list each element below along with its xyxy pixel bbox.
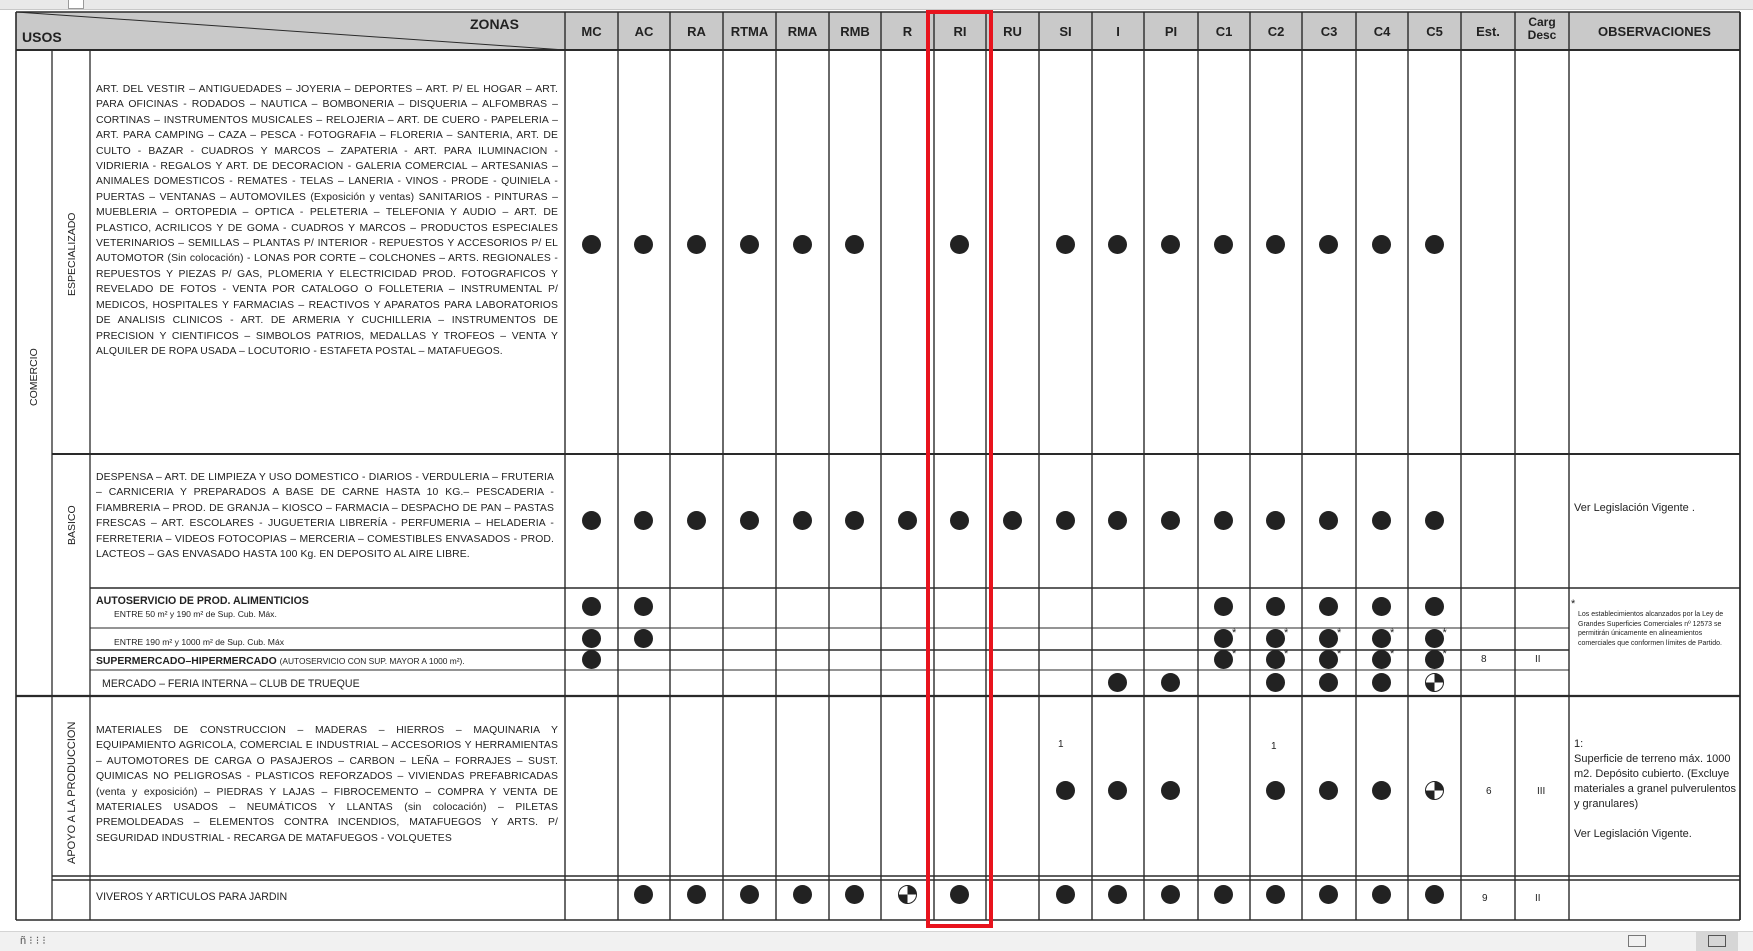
mark-basico-ac bbox=[634, 511, 653, 530]
mark-basico-mc bbox=[582, 511, 601, 530]
column-header-ri: RI bbox=[953, 24, 967, 39]
group-basico: BASICO bbox=[66, 505, 78, 545]
mark-especializado-pi bbox=[1161, 235, 1180, 254]
mark-viveros-ra bbox=[687, 885, 706, 904]
mark-autoservicio1-c3 bbox=[1319, 597, 1338, 616]
mark-mercado-pi bbox=[1161, 673, 1180, 692]
basico-observation: Ver Legislación Vigente . bbox=[1574, 502, 1695, 514]
mark-super-c4 bbox=[1372, 650, 1391, 669]
mark-super-mc bbox=[582, 650, 601, 669]
mark-viveros-c4 bbox=[1372, 885, 1391, 904]
mark-apoyo-si bbox=[1056, 781, 1075, 800]
column-header-rma: RMA bbox=[787, 24, 818, 39]
mark-viveros-rmb bbox=[845, 885, 864, 904]
mark-mercado-i bbox=[1108, 673, 1127, 692]
mark-basico-rtma bbox=[740, 511, 759, 530]
mark-especializado-c4 bbox=[1372, 235, 1391, 254]
column-header-i: I bbox=[1116, 24, 1120, 39]
mark-especializado-ac bbox=[634, 235, 653, 254]
mark-viveros-rma bbox=[793, 885, 812, 904]
mark-basico-i bbox=[1108, 511, 1127, 530]
apoyo-note-c2: 1 bbox=[1271, 741, 1277, 752]
mark-mercado-c3 bbox=[1319, 673, 1338, 692]
mark-viveros-r bbox=[898, 885, 917, 904]
mark-especializado-c1 bbox=[1214, 235, 1233, 254]
mark-viveros-c1 bbox=[1214, 885, 1233, 904]
mark-autoservicio1-c5 bbox=[1425, 597, 1444, 616]
mark-apoyo-c5 bbox=[1425, 781, 1444, 800]
mark-basico-c3 bbox=[1319, 511, 1338, 530]
apoyo-est: 6 bbox=[1486, 786, 1492, 797]
mark-viveros-si bbox=[1056, 885, 1075, 904]
mark-viveros-rtma bbox=[740, 885, 759, 904]
mark-apoyo-c4 bbox=[1372, 781, 1391, 800]
column-header-r: R bbox=[902, 24, 913, 39]
mark-especializado-c2 bbox=[1266, 235, 1285, 254]
star-c1: * bbox=[1232, 648, 1237, 660]
star-c5: * bbox=[1442, 648, 1447, 660]
column-header-carg-desc: Carg Desc bbox=[1527, 15, 1557, 42]
column-header-c1: C1 bbox=[1215, 24, 1233, 39]
apoyo-note-si: 1 bbox=[1058, 739, 1064, 750]
mark-basico-pi bbox=[1161, 511, 1180, 530]
mark-basico-c4 bbox=[1372, 511, 1391, 530]
mark-autoservicio2-c1 bbox=[1214, 629, 1233, 648]
grandes-superficies-observation: Los establecimientos alcanzados por la Ley de Grandes Superficies Comerciales nº 12573 se permitirán únicamente en alineamientos comerciales que conformen límites de Partido. bbox=[1578, 611, 1724, 647]
column-header-c3: C3 bbox=[1320, 24, 1338, 39]
viveros-text: VIVEROS Y ARTICULOS PARA JARDIN bbox=[96, 891, 288, 903]
supermercado-text bbox=[96, 656, 465, 667]
mark-autoservicio1-c4 bbox=[1372, 597, 1391, 616]
mark-especializado-rmb bbox=[845, 235, 864, 254]
mark-mercado-c2 bbox=[1266, 673, 1285, 692]
column-header-c4: C4 bbox=[1373, 24, 1391, 39]
mark-autoservicio2-ac bbox=[634, 629, 653, 648]
mark-especializado-rtma bbox=[740, 235, 759, 254]
star-c4: * bbox=[1390, 627, 1395, 639]
mark-basico-ra bbox=[687, 511, 706, 530]
star-c4: * bbox=[1390, 648, 1395, 660]
supermercado-note: (AUTOSERVICIO CON SUP. MAYOR A 1000 m²). bbox=[279, 656, 465, 666]
mark-autoservicio1-c2 bbox=[1266, 597, 1285, 616]
column-header-ac: AC bbox=[634, 24, 654, 39]
column-header-si: SI bbox=[1059, 24, 1072, 39]
column-header-ru: RU bbox=[1003, 24, 1022, 39]
mark-viveros-c3 bbox=[1319, 885, 1338, 904]
group-apoyo: APOYO A LA PRODUCCION bbox=[66, 721, 78, 864]
reading-view-icon[interactable] bbox=[1628, 935, 1646, 947]
mark-especializado-ra bbox=[687, 235, 706, 254]
mark-autoservicio1-ac bbox=[634, 597, 653, 616]
mark-autoservicio1-c1 bbox=[1214, 597, 1233, 616]
star-c5: * bbox=[1442, 627, 1447, 639]
mark-especializado-mc bbox=[582, 235, 601, 254]
mercado-text: MERCADO – FERIA INTERNA – CLUB DE TRUEQUE bbox=[102, 678, 360, 690]
column-header-c5: C5 bbox=[1426, 24, 1443, 39]
apoyo-obs-legislacion: Ver Legislación Vigente. bbox=[1574, 828, 1692, 840]
column-header-rmb: RMB bbox=[840, 24, 870, 39]
mark-apoyo-i bbox=[1108, 781, 1127, 800]
status-bar bbox=[0, 931, 1753, 951]
star-c1: * bbox=[1232, 627, 1237, 639]
mark-autoservicio2-mc bbox=[582, 629, 601, 648]
mark-super-c2 bbox=[1266, 650, 1285, 669]
mark-mercado-c5 bbox=[1425, 673, 1444, 692]
column-header-mc: MC bbox=[581, 24, 602, 39]
apoyo-obs-text: Superficie de terreno máx. 1000 m2. Depósito cubierto. (Excluye materiales a granel pulverulentos y granulares) bbox=[1574, 753, 1737, 810]
status-left-text: ñ ⁝ ⁝ ⁝ bbox=[20, 935, 46, 947]
group-especializado: ESPECIALIZADO bbox=[66, 212, 78, 296]
mark-especializado-si bbox=[1056, 235, 1075, 254]
star-c3: * bbox=[1337, 627, 1342, 639]
mark-especializado-rma bbox=[793, 235, 812, 254]
mark-apoyo-pi bbox=[1161, 781, 1180, 800]
mark-basico-ru bbox=[1003, 511, 1022, 530]
mark-especializado-c5 bbox=[1425, 235, 1444, 254]
apoyo-text: MATERIALES DE CONSTRUCCION – MADERAS – HIERROS – MAQUINARIA Y EQUIPAMIENTO AGRICOLA, COMERCIAL E INDUSTRIAL – ACCESORIOS Y HERRAMIENTAS – AUTOMOTORES DE CARGA O PASAJEROS – CARBON – LEÑA – FORRAJES – SUST. QUIMICAS NO PELIGROSAS - PLASTICOS REFORZADOS – VIVIENDAS PREFABRICADAS (venta y exposición) – PIEDRAS Y LAJAS – FIBROCEMENTO – COMPRA Y VENTA DE MATERIALES USADOS – NEUMÁTICOS Y LLANTAS (sin colocación) – PILETAS PREMOLDEADAS – ELEMENTOS CONTRA INCENDIOS, MATAFUEGOS Y ARTS. P/ SEGURIDAD INDUSTRIAL - RECARGA DE MATAFUEGOS - VOLQUETES bbox=[96, 725, 558, 844]
column-header-ra: RA bbox=[687, 24, 706, 39]
column-header-pi: PI bbox=[1164, 24, 1178, 39]
column-header-observaciones: OBSERVACIONES bbox=[1598, 24, 1711, 39]
mark-apoyo-c3 bbox=[1319, 781, 1338, 800]
mark-basico-r bbox=[898, 511, 917, 530]
mark-autoservicio1-mc bbox=[582, 597, 601, 616]
especializado-text: ART. DEL VESTIR – ANTIGUEDADES – JOYERIA – DEPORTES – ART. P/ EL HOGAR – ART. PARA OFICINAS - RODADOS – NAUTICA – BOMBONERIA – DISQUERIA – ALFOMBRAS – CORTINAS – INSTRUMENTOS MUSICALES – RELOJERIA – ART. DE CUERO - PAPELERIA – ART. PARA CAMPING – CAZA – PESCA - FOTOGRAFIA – FLORERIA – SANTERIA, ART. DE CULTO - BAZAR - CUADROS Y MARCOS – ZAPATERIA - ART. PARA ILUMINACION - VIDRIERIA - REGALOS Y ART. DE DECORACION - GALERIA COMERCIAL – ARTESANIAS – ANIMALES DOMESTICOS - REMATES - TELAS – LANERIA - VINOS - PRODE - QUINIELA - PUERTAS – VENTANAS – AUTOMOVILES (Exposición y ventas) SANITARIOS - PINTURAS – MUEBLERIA – ORTOPEDIA – OPTICA - PELETERIA – TELEFONIA Y AUDIO – ART. DE PLASTICO, ACRILICOS Y DE GOMA - CUADROS Y MARCOS – PRODUCTOS ESPECIALES VETERINARIOS – SEMILLAS – PLANTAS P/ INTERIOR - REPUESTOS Y ACCESORIOS P/ EL AUTOMOTOR (Sin colocación) - LONAS POR CORTE – COLCHONES – ARTS. REGIONALES - REPUESTOS Y PIEZAS P/ GAS, PLOMERIA Y ELECTRICIDAD PROD. FOTOGRAFICOS Y REVELADO DE FOTOS - VENTA POR CATALOGO O FOLLETERIA – INSTRUMENTAL P/ MEDICOS, HOSPITALES Y FARMACIAS – REACTIVOS Y APARATOS PARA LABORATORIOS DE ANALISIS CLINICOS - ART. DE ARMERIA Y CUCHILLERIA – INSTRUMENTOS DE PRECISION Y CIENTIFICOS – SIMBOLOS PATRIOS, MEDALLAS Y TROFEOS – VENTA Y ALQUILER DE ROPA USADA – LOCUTORIO - ESTAFETA POSTAL – MATAFUEGOS. bbox=[96, 84, 558, 357]
group-comercio: COMERCIO bbox=[28, 348, 40, 406]
mark-especializado-i bbox=[1108, 235, 1127, 254]
mark-viveros-pi bbox=[1161, 885, 1180, 904]
mark-basico-c2 bbox=[1266, 511, 1285, 530]
supermercado-est: 8 bbox=[1481, 654, 1487, 665]
basico-text: DESPENSA – ART. DE LIMPIEZA Y USO DOMESTICO - DIARIOS - VERDULERIA – FRUTERIA – CARNICERIA Y PREPARADOS A BASE DE CARNE HASTA 10 KG.– PESCADERIA - FIAMBRERIA – PROD. DE GRANJA – KIOSCO – FARMACIA – DESPACHO DE PAN – PASTAS FRESCAS – ART. ESCOLARES - JUGUETERIA LIBRERÍA - PERFUMERIA – HELADERIA - FERRETERIA – VIDEOS FOTOCOPIAS – MERCERIA – COMESTIBLES ENVASADOS - PROD. LACTEOS – GAS ENVASADO HASTA 100 Kg. EN DEPOSITO AL AIRE LIBRE. bbox=[96, 472, 554, 561]
print-layout-glyph bbox=[1708, 935, 1726, 947]
star-c2: * bbox=[1284, 627, 1289, 639]
apoyo-obs-ref: 1: bbox=[1574, 738, 1584, 750]
column-header-rtma: RTMA bbox=[730, 24, 769, 39]
mark-basico-rmb bbox=[845, 511, 864, 530]
mark-mercado-c4 bbox=[1372, 673, 1391, 692]
mark-super-c1 bbox=[1214, 650, 1233, 669]
grandes-superficies-star: * bbox=[1571, 598, 1576, 610]
supermercado-carg: II bbox=[1535, 654, 1541, 665]
viveros-est: 9 bbox=[1482, 893, 1488, 904]
apoyo-carg: III bbox=[1537, 786, 1546, 797]
autoservicio-sub1: ENTRE 50 m² y 190 m² de Sup. Cub. Máx. bbox=[114, 609, 277, 619]
star-c2: * bbox=[1284, 648, 1289, 660]
column-header-est-: Est. bbox=[1476, 24, 1500, 39]
supermercado-title: SUPERMERCADO–HIPERMERCADO bbox=[96, 656, 277, 667]
mark-autoservicio2-c2 bbox=[1266, 629, 1285, 648]
mark-viveros-i bbox=[1108, 885, 1127, 904]
mark-super-c3 bbox=[1319, 650, 1338, 669]
mark-viveros-c5 bbox=[1425, 885, 1444, 904]
mark-autoservicio2-c3 bbox=[1319, 629, 1338, 648]
mark-autoservicio2-c5 bbox=[1425, 629, 1444, 648]
autoservicio-sub2: ENTRE 190 m² y 1000 m² de Sup. Cub. Máx bbox=[114, 637, 285, 647]
mark-basico-rma bbox=[793, 511, 812, 530]
mark-basico-si bbox=[1056, 511, 1075, 530]
viveros-carg: II bbox=[1535, 893, 1541, 904]
column-header-c2: C2 bbox=[1267, 24, 1285, 39]
mark-viveros-ac bbox=[634, 885, 653, 904]
star-c3: * bbox=[1337, 648, 1342, 660]
mark-basico-c1 bbox=[1214, 511, 1233, 530]
ri-column-highlight bbox=[926, 10, 993, 928]
zonas-header: ZONAS bbox=[470, 16, 519, 32]
mark-autoservicio2-c4 bbox=[1372, 629, 1391, 648]
usos-header: USOS bbox=[22, 29, 62, 45]
mark-especializado-c3 bbox=[1319, 235, 1338, 254]
mark-apoyo-c2 bbox=[1266, 781, 1285, 800]
mark-basico-c5 bbox=[1425, 511, 1444, 530]
mark-super-c5 bbox=[1425, 650, 1444, 669]
mark-viveros-c2 bbox=[1266, 885, 1285, 904]
autoservicio-title: AUTOSERVICIO DE PROD. ALIMENTICIOS bbox=[96, 595, 309, 607]
